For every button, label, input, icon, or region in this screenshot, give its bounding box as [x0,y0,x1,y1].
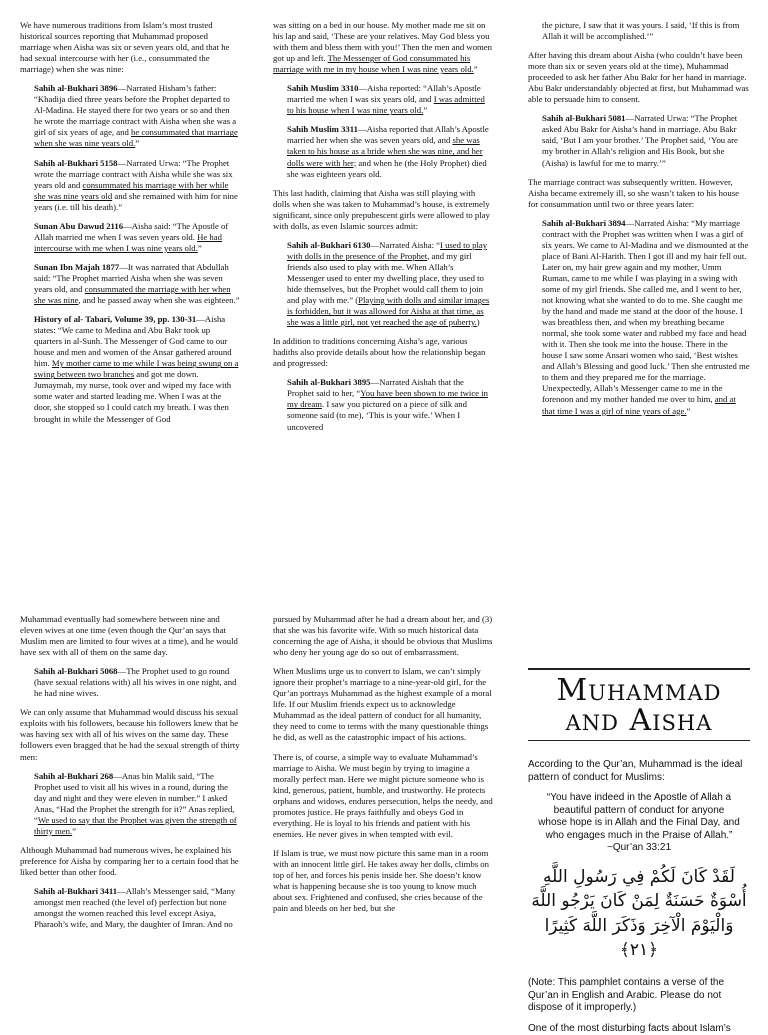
paragraph-text: ” [135,138,140,149]
paragraph-text: and she remained with him for nine years (i.e. till his death).” [34,190,238,212]
hadith-citation [287,240,493,328]
paragraph-text: The marriage contract was subsequently written. However, Aisha became extremely ill, so she wasn’t taken to his house for consummation until two or three years later: [528,176,739,209]
paragraph [528,177,750,210]
hadith-citation [542,218,750,417]
hadith-reference: Sahih al-Bukhari 5081 [542,113,626,124]
underlined-text: he consummated that marriage when she was nine years old. [34,127,238,149]
paragraph-text: —Aisha said: “The Apostle of Allah married me when I was seven years old. [34,220,229,242]
cover-title [528,673,750,738]
paragraph-text: —Narrated Urwa: “The Prophet asked Abu Bakr for Aisha’s hand in marriage. Abu Bakr said, ‘But I am your brother.’ The Prophet said, ‘You are my brother in Allah’s religion and His Book, but she (Aisha) is lawful for me to marry.’” [542,113,738,168]
paragraph-text: When Muslims urge us to convert to Islam, we can’t simply ignore their prophet’s marriage to a nine-year-old girl, for the Qur’an portrays Muhammad as the highest example of a moral life. If our Muslim friends expect us to acknowledge Muhammad as the ideal pattern of conduct for all humanity, they need to come to terms with the many questionable things he did, as well as the catastrophic impact of his actions. [273,666,492,743]
paragraph-text: —Anas bin Malik said, “The Prophet used to visit all his wives in a round, during the day and night and they were eleven in number.” I asked Anas, “Had the Prophet the strength for it?” Anas replied, “ [34,770,235,825]
hadith-citation [287,377,493,432]
column-1 [20,20,240,600]
underlined-text: consummated the marriage with her when she was nine [34,283,231,306]
underlined-text: He had intercourse with me when I was nine years old. [34,231,222,253]
hadith-citation [542,113,750,168]
hadith-reference: Sahih al-Bukhari 3894 [542,217,626,228]
hadith-reference: Sahih al-Bukhari 3895 [287,377,371,388]
paragraph-text: the picture, I saw that it was yours. I said, ‘If this is from Allah it will be accomplished.’” [542,20,740,42]
underlined-text: We used to say that the Prophet was given the strength of thirty men. [34,814,237,836]
paragraph-text: ” [686,405,691,416]
paragraph [273,666,495,743]
underlined-text: and at that time I was a girl of nine years of age. [542,394,736,416]
paragraph [273,20,493,75]
paragraph-text: —Narrated Urwa: “The Prophet wrote the marriage contract with Aisha while she was six years old and [34,157,233,190]
cover-title-line1: Muhammad [556,673,722,708]
paragraph-text: , and he passed away when she was eighteen.” [78,295,240,306]
hadith-reference: History of al- Tabari, Volume 39, pp. 130-31 [34,314,197,325]
paragraph [20,20,240,75]
underlined-text: she was taken to his house as a bride when she was nine, and her dolls were with her; [287,135,483,168]
cover-title-line2: and Aisha [565,703,713,738]
underlined-text: You have been shown to me twice in my dream [287,388,488,410]
column-5 [273,614,495,1024]
cover-quote [538,792,740,855]
underlined-text: I used to play with dolls in the presence of the Prophet [287,239,488,261]
hadith-reference: Sunan Abu Dawud 2116 [34,220,124,231]
paragraph [273,188,493,232]
paragraph [20,614,240,658]
underlined-text: My mother came to me while I was being swung on a swing between two branches [34,358,239,380]
hadith-reference: Sahih al-Bukhari 3411 [34,885,118,896]
cover-closing: One of the most disturbing facts about Islam’s [528,1022,731,1034]
paragraph-text: was sitting on a bed in our house. My mother made me sit on his lap and said, ‘These are your relatives. May God bless you with them and bless them with you!’ Then the men and women got up and left. [273,20,492,64]
hadith-citation [34,83,240,149]
cover-note: (Note: This pamphlet contains a verse of the Qur’an in English and Arabic. Please do not dispose of it improperly.) [528,977,725,1014]
paragraph [273,848,495,914]
hadith-reference: Sahih Muslim 3310 [287,83,359,94]
paragraph-text: —Narrated Hisham’s father: “Khadija died three years before the Prophet departed to Al-Madina. He stayed there for two years or so and then he wrote the marriage contract with Aisha when she was a girl of six years of age, and [34,83,237,138]
paragraph-text: This last hadith, claiming that Aisha was still playing with dolls when she was taken to Muhammad’s house, is extremely significant, since only prepubescent girls were allowed to play with dolls, as even Islamic sources admit: [273,187,490,231]
hadith-citation [542,20,750,42]
paragraph-text: and got me down. Jumaymah, my nurse, took over and wiped my face with some water and started leading me. When I was at the door, she stopped so I could catch my breath. I was then brought in while the Messenger of God [34,369,232,424]
hadith-citation [34,771,240,837]
paragraph-text: —Aisha reported that Allah’s Apostle married her when she was seven years old, and [287,124,489,146]
cover-quote-ref: ~Qur’an 33:21 [606,842,672,853]
paragraph [273,336,493,369]
hadith-citation [34,221,240,254]
paragraph-text: and when he (the Holy Prophet) died she was eighteen years old. [287,157,487,179]
hadith-citation [34,666,240,699]
hadith-reference: Sahih al-Bukhari 5068 [34,666,118,677]
hadith-reference: Sahih al-Bukhari 6130 [287,239,371,250]
cover-intro: According to the Qur’an, Muhammad is the ideal pattern of conduct for Muslims: [528,759,743,783]
paragraph-text: —Narrated Aisha: “ [370,239,441,250]
paragraph-text: —Aisha reported: “Allah’s Apostle married me when I was six years old, and [287,83,481,105]
paragraph-text: We have numerous traditions from Islam’s most trusted historical sources reporting that Muhammad proposed marriage when Aisha was six or seven years old, and that he had sexual intercourse with her (i.e., consummated the marriage) when she was nine: [20,20,230,75]
paragraph-text: ” [72,825,76,836]
paragraph-text: We can only assume that Muhammad would discuss his sexual exploits with his followers, because his followers knew that he was having sex with all of his wives on the same day. These followers even bragged that he had the sexual strength of thirty men: [20,707,240,762]
paragraph-text: There is, of course, a simple way to evaluate Muhammad’s marriage to Aisha. We must begin by trying to imagine a morally perfect man. Here we might picture someone who is kind, generous, patient, humble, and trustworthy. He protects orphans and widows, endures persecution, helps the needy, and promotes justice. He prays faithfully and obeys God in everything. He is loyal to his friends and patient with his enemies. He never gives in when tempted with evil. [273,751,493,839]
hadith-reference: Sahih al-Bukhari 3896 [34,83,118,94]
paragraph-text: , and my girl friends also used to play with me. When Allah’s Messenger used to enter my dwelling place, they used to hide themselves, but the Prophet would call them to join and play with me.” ( [287,250,484,306]
paragraph-text: —The Prophet used to go round (have sexual relations with) all his wives in one night, and he had nine wives. [34,666,237,699]
paragraph [20,707,240,762]
arabic-verse: لَقَدْ كَانَ لَكُمْ فِي رَسُولِ اللَّهِ أُسْوَةٌ حَسَنَةٌ لِمَنْ كَانَ يَرْجُو اللَّهَ وَالْيَوْمَ الْآخِرَ وَذَكَرَ اللَّهَ كَثِيرًا ﴿٢١﴾ [531,866,747,961]
cover-column [528,668,750,1034]
paragraph-text: —Aisha states: “We came to Medina and Abu Bakr took up quarters in al-Sunh. The Messenger of God came to our house and men and women of the Ansar gathered around him. [34,314,232,369]
column-4 [20,614,240,1024]
underlined-text: consummated his marriage with her while she was nine years old [34,179,229,201]
paragraph-text: If Islam is true, we must now picture this same man in a room with an innocent little girl. He takes away her dolls, climbs on top of her, and forces his penis inside her. She doesn’t know what is happening because she is too young to know much about sex. Frightened and confused, she cries because of the pain and bleeds on her bed, but she [273,847,489,914]
hadith-citation [287,83,493,116]
paragraph [273,752,495,840]
hadith-citation [34,158,240,213]
underlined-text: The Messenger of God consummated his marriage with me in my house when I was nine years old. [273,53,474,75]
paragraph-text: —Narrated Aisha: “My marriage contract with the Prophet was written when I was a girl of six years. We came to Al-Madina and we dismounted at the place of Bani Al-Harith. Then I got ill and my hair fell out. Later on, my hair grew again and my mother, Umm Ruman, came to me while I was playing in a swing with some of my girl friends. She called me, and I went to her, not knowing what she wanted to do to me. She caught me by the hand and made me stand at the door of the house. I was breathless then, and when my breathing became normal, she took some water and rubbed my face and head with it. Then she took me into the house. There in the house I saw some Ansari women who said, ‘Best wishes and Allah’s Blessing and good luck.’ Then she entrusted me to them and they prepared me for the marriage. Unexpectedly, Allah’s Messenger came to me in the forenoon and my mother handed me over to him, [542,217,750,405]
paragraph-text: ) [476,317,480,328]
paragraph-text: —Allah’s Messenger said, “Many amongst men reached (the level of) perfection but none amongst the women reached this level except Asiya, Pharaoh’s wife, and Mary, the daughter of Imran. And no [34,885,236,930]
paragraph-text: pursued by Muhammad after he had a dream about her, and (3) that she was his favorite wife. With so much historical data concerning the age of Aisha, it should be obvious that Muslims who deny her young age do so out of embarrassment. [273,614,493,658]
cover-quote-text: “You have indeed in the Apostle of Allah a beautiful pattern of conduct for anyone whose hope is in Allah and the Final Day, and who engages much in the Praise of Allah.” [538,792,740,841]
paragraph-text: ” [197,242,202,253]
hadith-reference: Sahih al-Bukhari 5158 [34,157,118,168]
paragraph [20,845,240,878]
hadith-reference: Sahih Muslim 3311 [287,124,358,135]
paragraph-text: ” [473,64,478,75]
paragraph-text: Muhammad eventually had somewhere between nine and eleven wives at one time (even though the Qur’an says that Muslim men are limited to four wives at a time), and he would have sex with all of them on the same day. [20,614,238,658]
hadith-citation [34,886,240,930]
hadith-reference: Sunan Ibn Majah 1877 [34,261,120,272]
cover-title-box [528,668,750,741]
hadith-citation [34,314,240,424]
hadith-reference: Sahih al-Bukhari 268 [34,770,114,781]
paragraph-text: ” [423,105,428,116]
paragraph-text: —It was narrated that Abdullah said: “The Prophet married Aisha when she was seven years old, and [34,261,229,294]
column-3 [528,20,750,600]
column-2 [273,20,493,600]
paragraph-text: Although Muhammad had numerous wives, he explained his preference for Aisha by comparing her to a certain food that he liked better than other food. [20,844,239,877]
paragraph-text: After having this dream about Aisha (who couldn’t have been more than six or seven years old at the time), Muhammad proceeded to ask her father Abu Bakr for her hand in marriage. Abu Bakr understandably objected at first, but Muhammad was able to persuade him to consent. [528,50,749,105]
paragraph-text: In addition to traditions concerning Aisha’s age, various hadiths also provide details about how the relationship began and progressed: [273,336,486,369]
paragraph [273,614,495,658]
underlined-text: Playing with dolls and similar images is forbidden, but it was allowed for Aisha at that time, as she was a little girl, not yet reached the age of puberty. [287,295,490,328]
hadith-citation [287,124,493,179]
underlined-text: I was admitted to his house when I was nine years old. [287,94,485,116]
paragraph [528,50,750,105]
paragraph-text: —Narrated Aishah that the Prophet said to her, “ [287,377,464,399]
paragraph-text: . I saw you pictured on a piece of silk and someone said (to me), ‘This is your wife.’ When I uncovered [287,399,467,432]
hadith-citation [34,262,240,306]
